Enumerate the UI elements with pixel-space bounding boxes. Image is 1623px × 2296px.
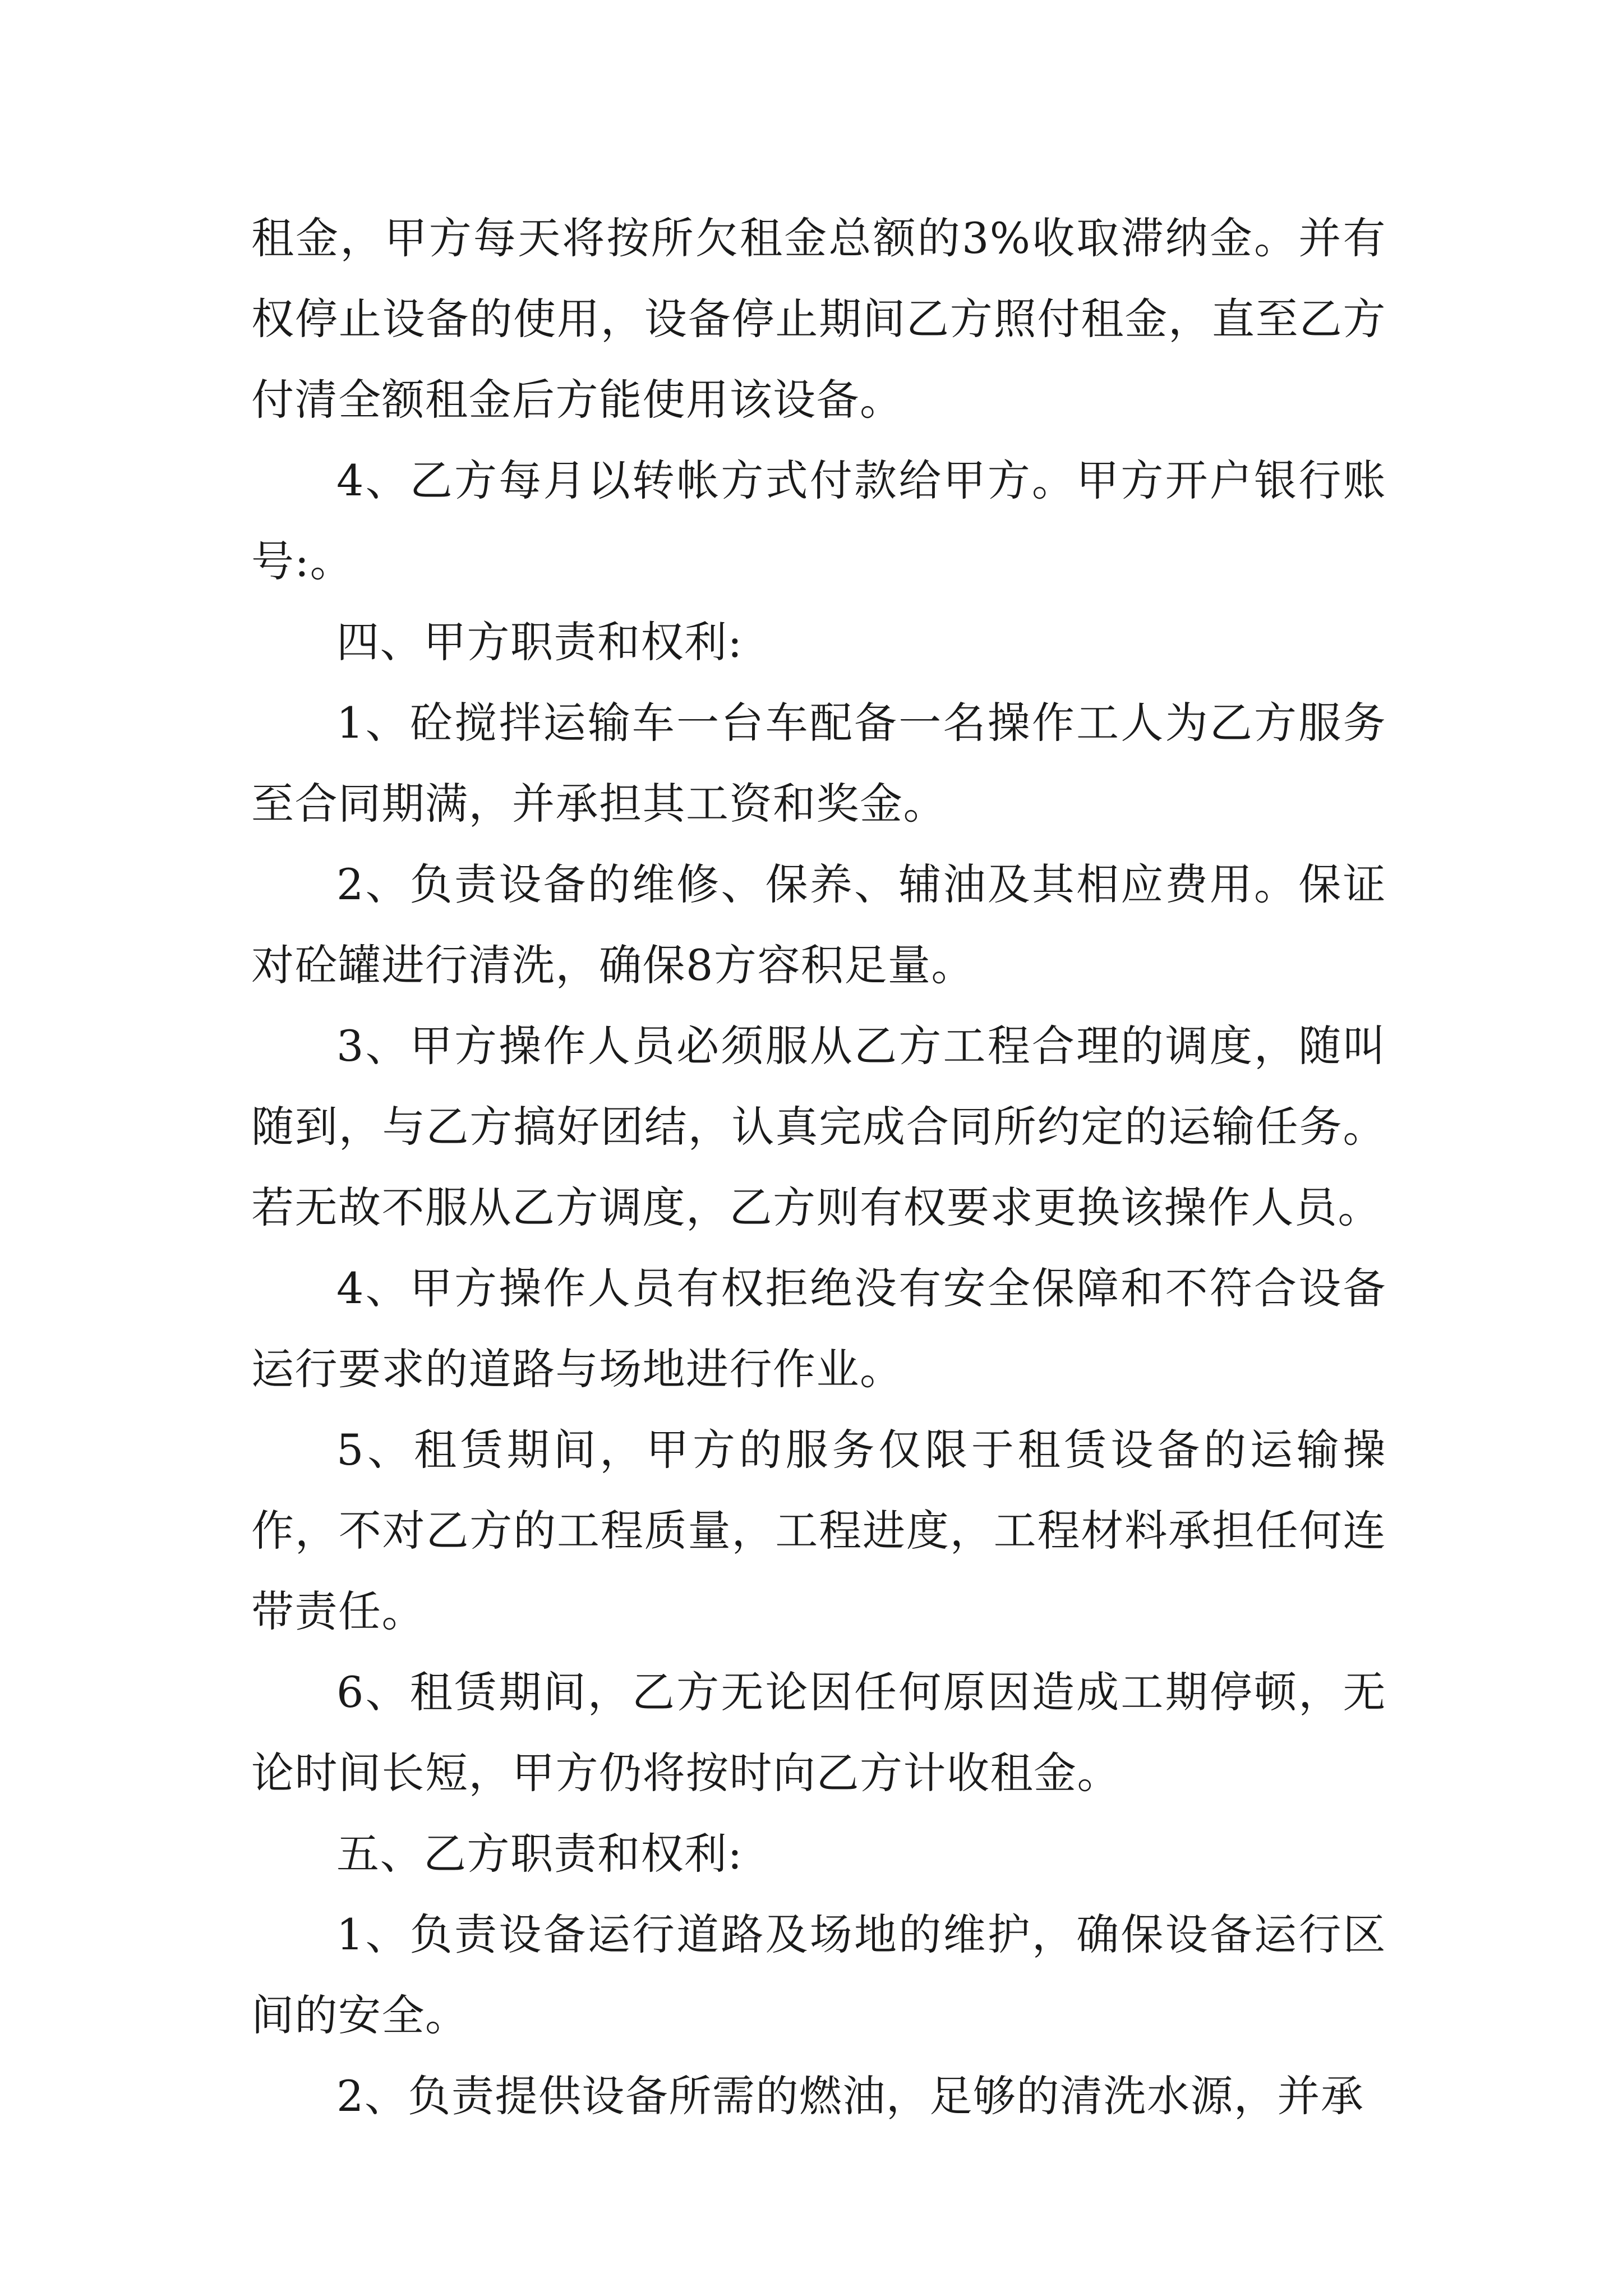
document-body <box>251 198 1386 2137</box>
paragraph-continuation: 租金，甲方每天将按所欠租金总额的3%收取滞纳金。并有权停止设备的使用，设备停止期间乙方照付租金，直至乙方付清全额租金后方能使用该设备。 <box>251 213 1386 425</box>
section-heading: 四、甲方职责和权利: <box>336 617 743 667</box>
clause-paragraph: 1、砼搅拌运输车一台车配备一名操作工人为乙方服务至合同期满，并承担其工资和奖金。 <box>251 698 1386 829</box>
clause-paragraph: 4、乙方每月以转帐方式付款给甲方。甲方开户银行账号:。 <box>251 455 1386 586</box>
clause-paragraph: 2、负责设备的维修、保养、辅油及其相应费用。保证对砼罐进行清洗，确保8方容积足量。 <box>251 859 1386 990</box>
clause-paragraph: 3、甲方操作人员必须服从乙方工程合理的调度，随叫随到，与乙方搞好团结，认真完成合同所约定的运输任务。若无故不服从乙方调度，乙方则有权要求更换该操作人员。 <box>251 1021 1386 1232</box>
clause-paragraph: 6、租赁期间，乙方无论因任何原因造成工期停顿，无论时间长短，甲方仍将按时向乙方计收租金。 <box>251 1667 1386 1798</box>
clause-paragraph: 5、租赁期间，甲方的服务仅限于租赁设备的运输操作，不对乙方的工程质量，工程进度，工程材料承担任何连带责任。 <box>251 1425 1386 1636</box>
clause-paragraph: 2、负责提供设备所需的燃油，足够的清洗水源，并承 <box>336 2071 1364 2121</box>
clause-paragraph: 4、甲方操作人员有权拒绝没有安全保障和不符合设备运行要求的道路与场地进行作业。 <box>251 1263 1386 1394</box>
clause-paragraph: 1、负责设备运行道路及场地的维护，确保设备运行区间的安全。 <box>251 1910 1386 2040</box>
section-heading: 五、乙方职责和权利: <box>336 1829 743 1879</box>
